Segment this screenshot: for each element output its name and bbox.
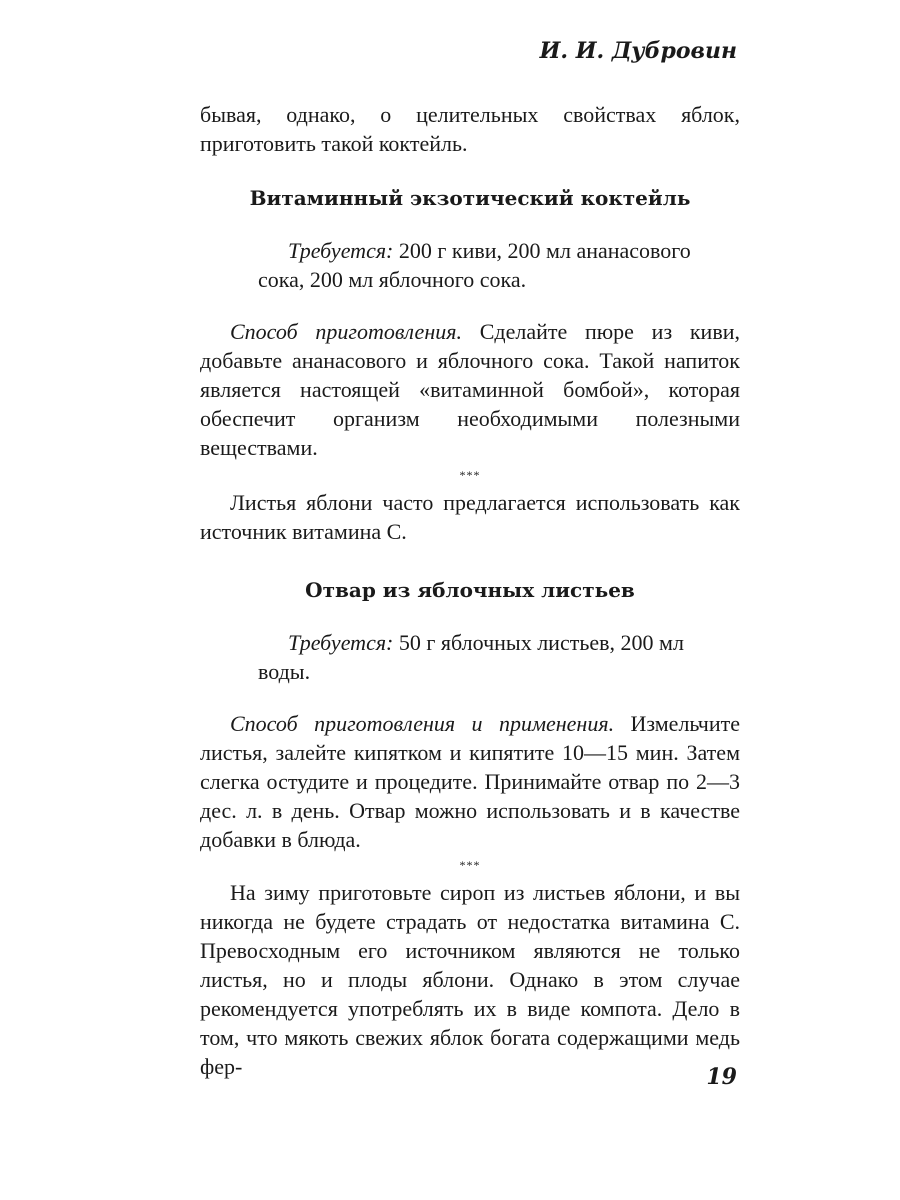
- recipe1-method-label: Способ приготовления.: [230, 319, 462, 344]
- recipe2-ingredients: [258, 628, 728, 686]
- section-separator-1: ***: [459, 468, 481, 482]
- recipe2-title: Отвар из яблочных листьев: [305, 578, 635, 602]
- recipe1-method: [200, 317, 740, 462]
- recipe1-requires-text: 200 г киви, 200 мл ананасового сока, 200 мл яблочного сока.: [258, 238, 691, 292]
- paragraph-syrup: [200, 878, 740, 1081]
- section-separator-2: ***: [459, 858, 481, 872]
- paragraph-apple-leaves: [200, 488, 740, 546]
- paragraph-syrup-text: На зиму приготовьте сироп из листьев яблони, и вы никогда не будете страдать от недостатка витамина С. Превосходным его источником являются не только листья, но и плоды яблони. Однако в этом случае рекомендуется употреблять их в виде компота. Дело в том, что мякоть свежих яблок богата содержащими медь фер-: [200, 880, 740, 1079]
- running-header-author: И. И. Дубровин: [539, 38, 737, 64]
- recipe2-requires-label: Требуется:: [288, 630, 394, 655]
- recipe1-requires-label: Требуется:: [288, 238, 394, 263]
- page-number: 19: [706, 1064, 737, 1090]
- recipe2-requires-text: 50 г яблочных листьев, 200 мл воды.: [258, 630, 684, 684]
- paragraph-apple-leaves-text: Листья яблони часто предлагается использовать как источник витамина С.: [200, 490, 740, 544]
- recipe1-method-text: Сделайте пюре из киви, добавьте ананасового и яблочного сока. Такой напиток является настоящей «витаминной бомбой», которая обеспечит организм необходимыми полезными веществами.: [200, 319, 740, 460]
- intro-paragraph: [200, 100, 740, 158]
- recipe2-method-label: Способ приготовления и применения.: [230, 711, 615, 736]
- recipe1-title: Витаминный экзотический коктейль: [249, 186, 691, 210]
- recipe1-ingredients: [258, 236, 728, 294]
- recipe2-method-text: Измельчите листья, залейте кипятком и кипятите 10—15 мин. Затем слегка остудите и процедите. Принимайте отвар по 2—3 дес. л. в день. Отвар можно использовать и в качестве добавки в блюда.: [200, 711, 740, 852]
- recipe2-method: [200, 709, 740, 854]
- intro-text: бывая, однако, о целительных свойствах яблок, приготовить такой коктейль.: [200, 102, 740, 156]
